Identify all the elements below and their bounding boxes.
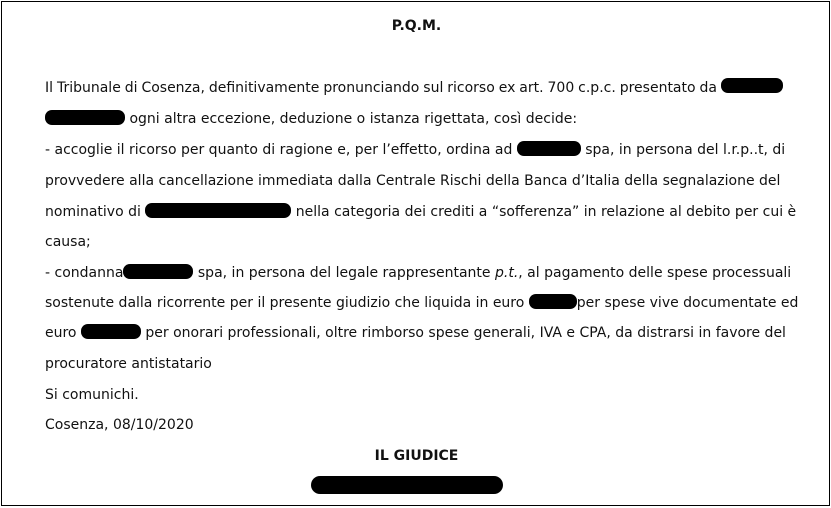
line-text: per spese vive documentate ed — [576, 295, 799, 311]
signature-label: IL GIUDICE — [374, 448, 459, 464]
line-text: procuratore antistatario — [45, 356, 212, 372]
line-text-italic: p.t. — [495, 265, 519, 281]
redaction-bar — [45, 110, 125, 125]
date-line — [45, 415, 783, 435]
redaction-bar — [517, 141, 581, 156]
document-page — [1, 1, 830, 506]
word: sul — [423, 80, 444, 96]
word: da — [699, 80, 717, 96]
signature-redaction-bar — [311, 476, 503, 494]
redaction-bar — [123, 264, 193, 279]
line-text: - accoglie il ricorso per quanto di ragione e, per l’effetto, ordina ad — [45, 142, 513, 158]
word: ex — [498, 80, 516, 96]
word: di — [124, 80, 138, 96]
line-text: spa, in persona del legale rappresentante — [197, 265, 491, 281]
redaction-bar — [81, 324, 141, 339]
word: Tribunale — [56, 80, 121, 96]
line-text: nominativo di — [45, 204, 141, 220]
line-text: per onorari professionali, oltre rimborso spese generali, IVA e CPA, da distrarsi in favore del — [145, 325, 786, 341]
line-text: sostenute dalla ricorrente per il presente giudizio che liquida in euro — [45, 295, 525, 311]
word: Cosenza, — [141, 80, 205, 96]
paragraph-line-9 — [45, 323, 786, 343]
line-text: Si comunichi. — [45, 387, 139, 403]
redaction-bar — [529, 294, 577, 309]
paragraph-line-2 — [45, 109, 783, 129]
word: ricorso — [447, 80, 495, 96]
paragraph-line-1 — [45, 78, 783, 98]
word: pronunciando — [323, 80, 420, 96]
paragraph-line-7 — [45, 263, 792, 283]
word: presentato — [619, 80, 696, 96]
redaction-bar — [145, 203, 291, 218]
line-text: - condanna — [45, 265, 124, 281]
paragraph-line-10 — [45, 354, 783, 374]
date-text: Cosenza, 08/10/2020 — [45, 417, 194, 433]
paragraph-line-5 — [45, 202, 797, 222]
word: Il — [45, 80, 54, 96]
paragraph-line-4 — [45, 171, 783, 191]
line-text: provvedere alla cancellazione immediata dalla Centrale Rischi della Banca d’Italia della segnalazione del — [45, 173, 781, 189]
line-text: spa, in persona del l.r.p..t, di — [585, 142, 786, 158]
closing-line — [45, 385, 783, 405]
line-text: ogni altra eccezione, deduzione o istanza rigettata, così decide: — [129, 111, 578, 127]
word: art. — [519, 80, 544, 96]
heading: P.Q.M. — [391, 18, 442, 34]
paragraph-line-8 — [45, 293, 799, 313]
word: definitivamente — [208, 80, 320, 96]
word: c.p.c. — [578, 80, 616, 96]
paragraph-line-6 — [45, 232, 783, 252]
line-text: nella categoria dei crediti a “sofferenza” in relazione al debito per cui è — [295, 204, 797, 220]
word: 700 — [547, 80, 575, 96]
redaction-bar — [721, 78, 783, 93]
paragraph-line-3 — [45, 140, 786, 160]
line-text: euro — [45, 325, 77, 341]
line-text: , al pagamento delle spese processuali — [518, 265, 792, 281]
line-text: causa; — [45, 234, 91, 250]
